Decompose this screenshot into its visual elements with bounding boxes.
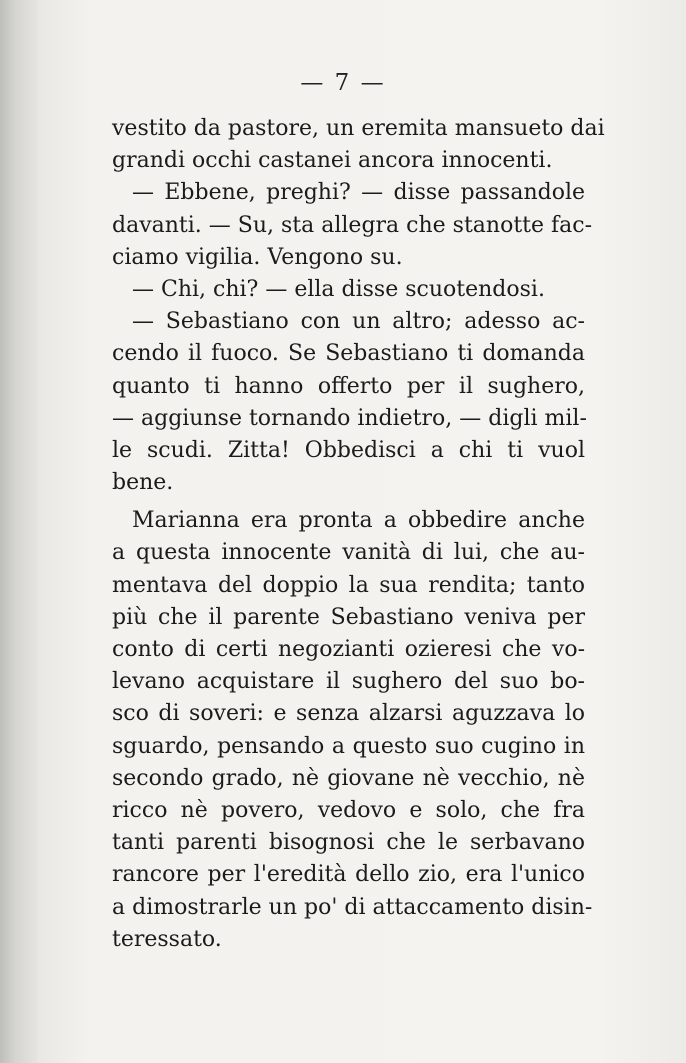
text-line: più che il parente Sebastiano veniva per <box>112 604 585 630</box>
text-line: grandi occhi castanei ancora innocenti. <box>112 148 553 174</box>
text-line: rancore per l'eredità dello zio, era l'unico <box>112 862 585 888</box>
text-line: secondo grado, nè giovane nè vecchio, nè <box>112 765 585 791</box>
text-line: sco di soveri: e senza alzarsi aguzzava lo <box>112 701 585 727</box>
text-line: conto di certi negozianti ozieresi che vo- <box>112 637 585 662</box>
text-line: — Sebastiano con un altro; adesso ac- <box>132 309 585 335</box>
page-binding-edge <box>0 0 38 1063</box>
text-line: ricco nè povero, vedovo e solo, che fra <box>112 797 585 823</box>
text-line: le scudi. Zitta! Obbedisci a chi ti vuol <box>112 437 585 463</box>
text-line: davanti. — Su, sta allegra che stanotte fac- <box>112 212 593 238</box>
text-line: a questa innocente vanità di lui, che au- <box>112 540 585 566</box>
text-line: cendo il fuoco. Se Sebastiano ti domanda <box>112 341 585 367</box>
text-line: — aggiunse tornando indietro, — digli mil- <box>112 405 587 431</box>
text-line: tanti parenti bisognosi che le serbavano <box>112 830 585 856</box>
text-line: — Ebbene, preghi? — disse passandole <box>132 180 585 206</box>
text-line: Marianna era pronta a obbedire anche <box>132 508 585 534</box>
text-line: sguardo, pensando a questo suo cugino in <box>112 733 585 759</box>
text-line: quanto ti hanno offerto per il sughero, <box>112 373 585 399</box>
text-line: teressato. <box>112 926 222 952</box>
body-text <box>112 113 605 956</box>
text-line: vestito da pastore, un eremita mansueto dai <box>112 116 605 141</box>
text-line: — Chi, chi? — ella disse scuotendosi. <box>132 276 545 302</box>
text-line: levano acquistare il sughero del suo bo- <box>112 669 585 695</box>
text-line: a dimostrarle un po' di attaccamento disin- <box>112 894 593 920</box>
text-line: mentava del doppio la sua rendita; tanto <box>112 572 585 598</box>
page-number: — 7 — <box>300 70 386 96</box>
text-line: bene. <box>112 470 174 496</box>
text-line: ciamo vigilia. Vengono su. <box>112 244 403 270</box>
